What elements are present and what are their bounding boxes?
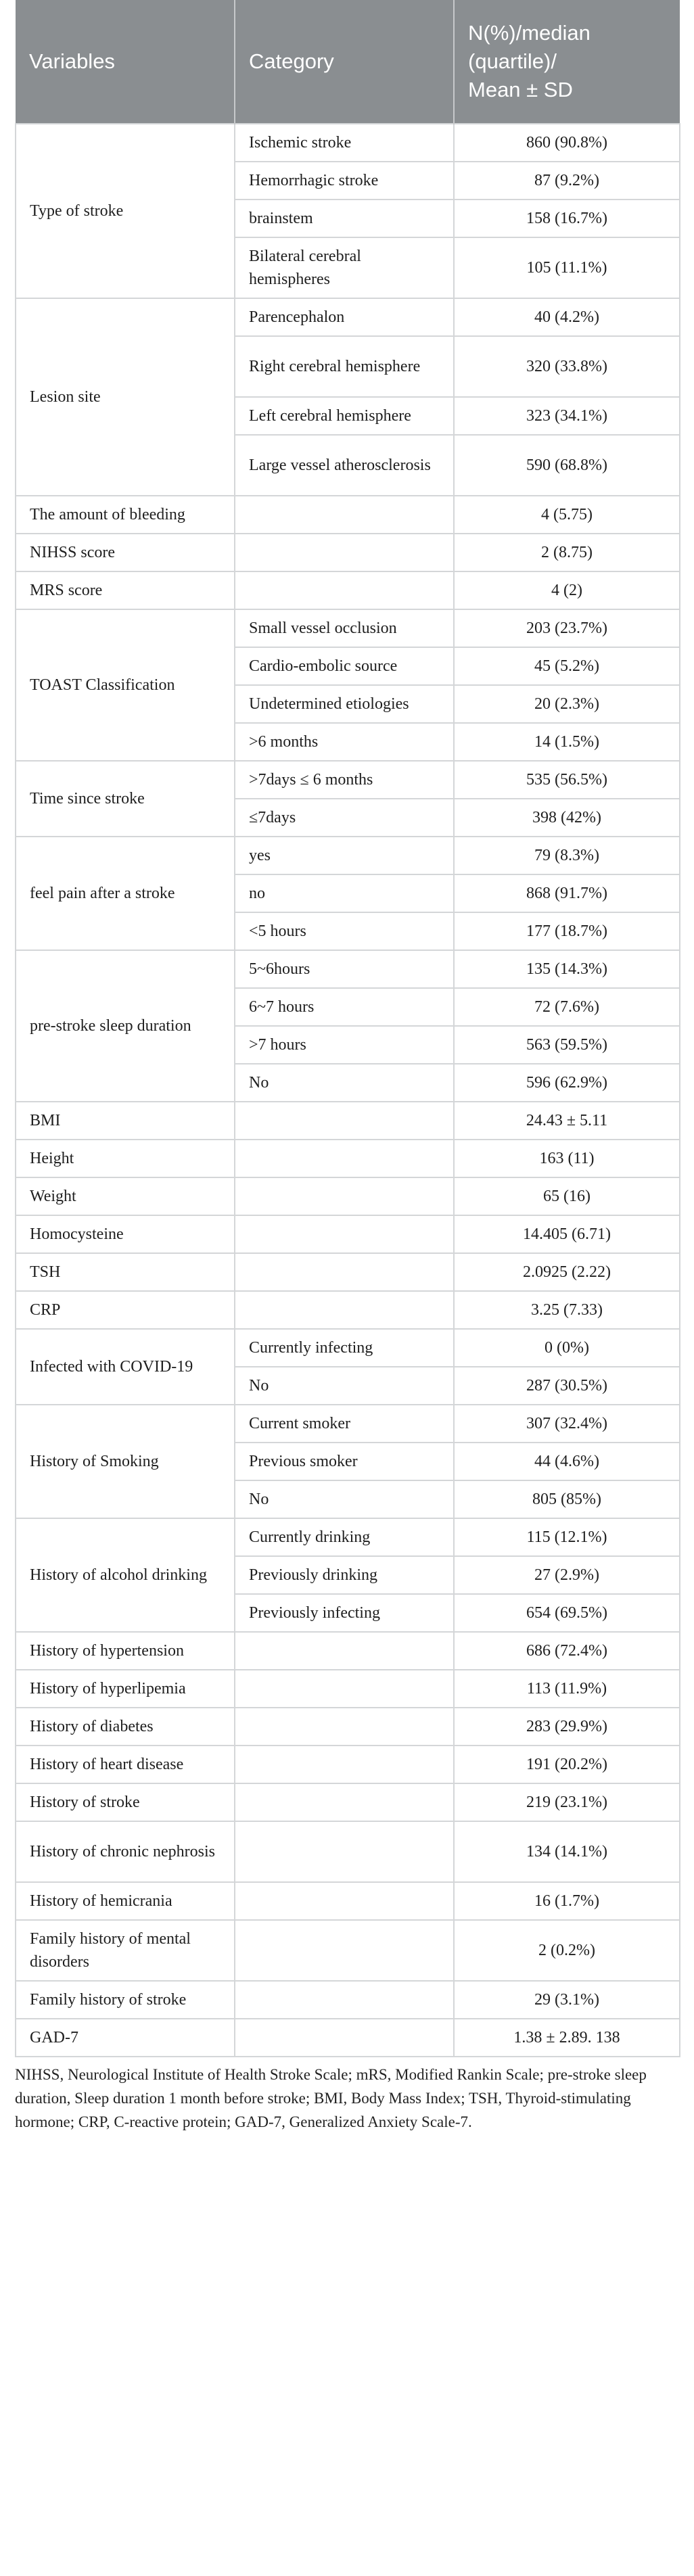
category-cell: Currently drinking <box>235 1518 454 1556</box>
header-statistic-line3: Mean ± SD <box>468 78 573 101</box>
table-row <box>16 761 680 799</box>
variable-cell: TOAST Classification <box>16 609 235 761</box>
category-cell: Right cerebral hemisphere <box>235 336 454 397</box>
table-row <box>16 124 680 162</box>
value-cell: 686 (72.4%) <box>454 1632 680 1670</box>
table-row <box>16 1177 680 1215</box>
variable-cell: History of diabetes <box>16 1708 235 1746</box>
variable-cell: Height <box>16 1140 235 1177</box>
category-cell: Small vessel occlusion <box>235 609 454 647</box>
value-cell: 535 (56.5%) <box>454 761 680 799</box>
category-cell <box>235 1291 454 1329</box>
header-variables: Variables <box>16 0 235 124</box>
category-cell <box>235 1821 454 1882</box>
table-row <box>16 1670 680 1708</box>
category-cell: Parencephalon <box>235 298 454 336</box>
value-cell: 113 (11.9%) <box>454 1670 680 1708</box>
category-cell: <5 hours <box>235 912 454 950</box>
value-cell: 283 (29.9%) <box>454 1708 680 1746</box>
value-cell: 398 (42%) <box>454 799 680 837</box>
category-cell: No <box>235 1064 454 1102</box>
category-cell: Hemorrhagic stroke <box>235 162 454 200</box>
variable-cell: Homocysteine <box>16 1215 235 1253</box>
variable-cell: GAD-7 <box>16 2019 235 2057</box>
table-row <box>16 1291 680 1329</box>
table-row <box>16 1981 680 2019</box>
variable-cell: feel pain after a stroke <box>16 837 235 950</box>
category-cell <box>235 1177 454 1215</box>
value-cell: 2 (0.2%) <box>454 1920 680 1981</box>
value-cell: 563 (59.5%) <box>454 1026 680 1064</box>
variable-cell: BMI <box>16 1102 235 1140</box>
table-row <box>16 1102 680 1140</box>
table-row <box>16 1518 680 1556</box>
value-cell: 105 (11.1%) <box>454 237 680 298</box>
value-cell: 191 (20.2%) <box>454 1746 680 1783</box>
category-cell <box>235 571 454 609</box>
value-cell: 203 (23.7%) <box>454 609 680 647</box>
value-cell: 14.405 (6.71) <box>454 1215 680 1253</box>
value-cell: 135 (14.3%) <box>454 950 680 988</box>
category-cell: Previous smoker <box>235 1443 454 1480</box>
variable-cell: The amount of bleeding <box>16 496 235 534</box>
variable-cell: History of hypertension <box>16 1632 235 1670</box>
category-cell <box>235 1253 454 1291</box>
category-cell: ≤7days <box>235 799 454 837</box>
table-row <box>16 1632 680 1670</box>
header-category: Category <box>235 0 454 124</box>
header-statistic-line1: N(%)/median <box>468 21 591 45</box>
table-row <box>16 1821 680 1882</box>
value-cell: 320 (33.8%) <box>454 336 680 397</box>
table-row <box>16 1746 680 1783</box>
variable-cell: History of chronic nephrosis <box>16 1821 235 1882</box>
category-cell <box>235 1102 454 1140</box>
category-cell: Cardio-embolic source <box>235 647 454 685</box>
category-cell: brainstem <box>235 200 454 237</box>
variable-cell: Lesion site <box>16 298 235 496</box>
variable-cell: History of hemicrania <box>16 1882 235 1920</box>
header-statistic-line2: (quartile)/ <box>468 49 557 73</box>
table-row <box>16 1882 680 1920</box>
variable-cell: pre-stroke sleep duration <box>16 950 235 1102</box>
category-cell: Left cerebral hemisphere <box>235 397 454 435</box>
variable-cell: History of heart disease <box>16 1746 235 1783</box>
value-cell: 27 (2.9%) <box>454 1556 680 1594</box>
variable-cell: History of Smoking <box>16 1405 235 1518</box>
category-cell <box>235 1981 454 2019</box>
category-cell: No <box>235 1367 454 1405</box>
table-row <box>16 2019 680 2057</box>
value-cell: 24.43 ± 5.11 <box>454 1102 680 1140</box>
category-cell: Previously infecting <box>235 1594 454 1632</box>
category-cell: Current smoker <box>235 1405 454 1443</box>
category-cell <box>235 1783 454 1821</box>
value-cell: 16 (1.7%) <box>454 1882 680 1920</box>
table-row <box>16 534 680 571</box>
variable-cell: Family history of stroke <box>16 1981 235 2019</box>
value-cell: 868 (91.7%) <box>454 874 680 912</box>
table-row <box>16 1708 680 1746</box>
variable-cell: History of hyperlipemia <box>16 1670 235 1708</box>
category-cell: no <box>235 874 454 912</box>
table-row <box>16 1920 680 1981</box>
category-cell: Ischemic stroke <box>235 124 454 162</box>
value-cell: 1.38 ± 2.89. 138 <box>454 2019 680 2057</box>
variable-cell: Type of stroke <box>16 124 235 298</box>
category-cell <box>235 1670 454 1708</box>
table-row <box>16 1405 680 1443</box>
category-cell <box>235 1708 454 1746</box>
value-cell: 654 (69.5%) <box>454 1594 680 1632</box>
variable-cell: Weight <box>16 1177 235 1215</box>
variable-cell: CRP <box>16 1291 235 1329</box>
table-row <box>16 496 680 534</box>
category-cell: >6 months <box>235 723 454 761</box>
value-cell: 158 (16.7%) <box>454 200 680 237</box>
category-cell: Large vessel atherosclerosis <box>235 435 454 496</box>
category-cell: 6~7 hours <box>235 988 454 1026</box>
category-cell <box>235 1920 454 1981</box>
value-cell: 44 (4.6%) <box>454 1443 680 1480</box>
table-row <box>16 1215 680 1253</box>
table-row <box>16 837 680 874</box>
category-cell <box>235 496 454 534</box>
category-cell: Currently infecting <box>235 1329 454 1367</box>
variable-cell: Time since stroke <box>16 761 235 837</box>
variable-cell: Infected with COVID-19 <box>16 1329 235 1405</box>
category-cell <box>235 2019 454 2057</box>
value-cell: 29 (3.1%) <box>454 1981 680 2019</box>
category-cell: >7days ≤ 6 months <box>235 761 454 799</box>
table-footnote: NIHSS, Neurological Institute of Health Stroke Scale; mRS, Modified Rankin Scale; pre-stroke sleep duration, Sleep duration 1 month before stroke; BMI, Body Mass Index; TSH, Thyroid-stimulating hormone; CRP, C-reactive protein; GAD-7, Generalized Anxiety Scale-7. <box>15 2066 647 2130</box>
value-cell: 163 (11) <box>454 1140 680 1177</box>
variable-cell: Family history of mental disorders <box>16 1920 235 1981</box>
value-cell: 134 (14.1%) <box>454 1821 680 1882</box>
category-cell: Undetermined etiologies <box>235 685 454 723</box>
characteristics-table <box>15 0 680 2057</box>
header-statistic <box>454 0 680 124</box>
value-cell: 287 (30.5%) <box>454 1367 680 1405</box>
value-cell: 2.0925 (2.22) <box>454 1253 680 1291</box>
category-cell <box>235 1632 454 1670</box>
category-cell <box>235 1215 454 1253</box>
value-cell: 307 (32.4%) <box>454 1405 680 1443</box>
value-cell: 0 (0%) <box>454 1329 680 1367</box>
variable-cell: History of alcohol drinking <box>16 1518 235 1632</box>
variable-cell: TSH <box>16 1253 235 1291</box>
variable-cell: MRS score <box>16 571 235 609</box>
category-cell <box>235 1140 454 1177</box>
value-cell: 45 (5.2%) <box>454 647 680 685</box>
category-cell <box>235 534 454 571</box>
value-cell: 4 (2) <box>454 571 680 609</box>
value-cell: 860 (90.8%) <box>454 124 680 162</box>
category-cell: >7 hours <box>235 1026 454 1064</box>
category-cell <box>235 1746 454 1783</box>
table-row <box>16 1783 680 1821</box>
value-cell: 79 (8.3%) <box>454 837 680 874</box>
value-cell: 596 (62.9%) <box>454 1064 680 1102</box>
value-cell: 115 (12.1%) <box>454 1518 680 1556</box>
category-cell: Previously drinking <box>235 1556 454 1594</box>
value-cell: 590 (68.8%) <box>454 435 680 496</box>
value-cell: 14 (1.5%) <box>454 723 680 761</box>
table-row <box>16 950 680 988</box>
value-cell: 40 (4.2%) <box>454 298 680 336</box>
category-cell: yes <box>235 837 454 874</box>
table-row <box>16 1140 680 1177</box>
value-cell: 87 (9.2%) <box>454 162 680 200</box>
value-cell: 72 (7.6%) <box>454 988 680 1026</box>
table-header <box>16 0 680 124</box>
table-row <box>16 571 680 609</box>
category-cell: Bilateral cerebral hemispheres <box>235 237 454 298</box>
category-cell <box>235 1882 454 1920</box>
category-cell: 5~6hours <box>235 950 454 988</box>
table-row <box>16 1329 680 1367</box>
table-row <box>16 609 680 647</box>
variable-cell: NIHSS score <box>16 534 235 571</box>
value-cell: 20 (2.3%) <box>454 685 680 723</box>
table-row <box>16 298 680 336</box>
value-cell: 219 (23.1%) <box>454 1783 680 1821</box>
value-cell: 2 (8.75) <box>454 534 680 571</box>
table-body <box>16 124 680 2057</box>
value-cell: 65 (16) <box>454 1177 680 1215</box>
value-cell: 177 (18.7%) <box>454 912 680 950</box>
document <box>15 0 679 2134</box>
variable-cell: History of stroke <box>16 1783 235 1821</box>
value-cell: 3.25 (7.33) <box>454 1291 680 1329</box>
category-cell: No <box>235 1480 454 1518</box>
value-cell: 4 (5.75) <box>454 496 680 534</box>
table-row <box>16 1253 680 1291</box>
value-cell: 805 (85%) <box>454 1480 680 1518</box>
value-cell: 323 (34.1%) <box>454 397 680 435</box>
